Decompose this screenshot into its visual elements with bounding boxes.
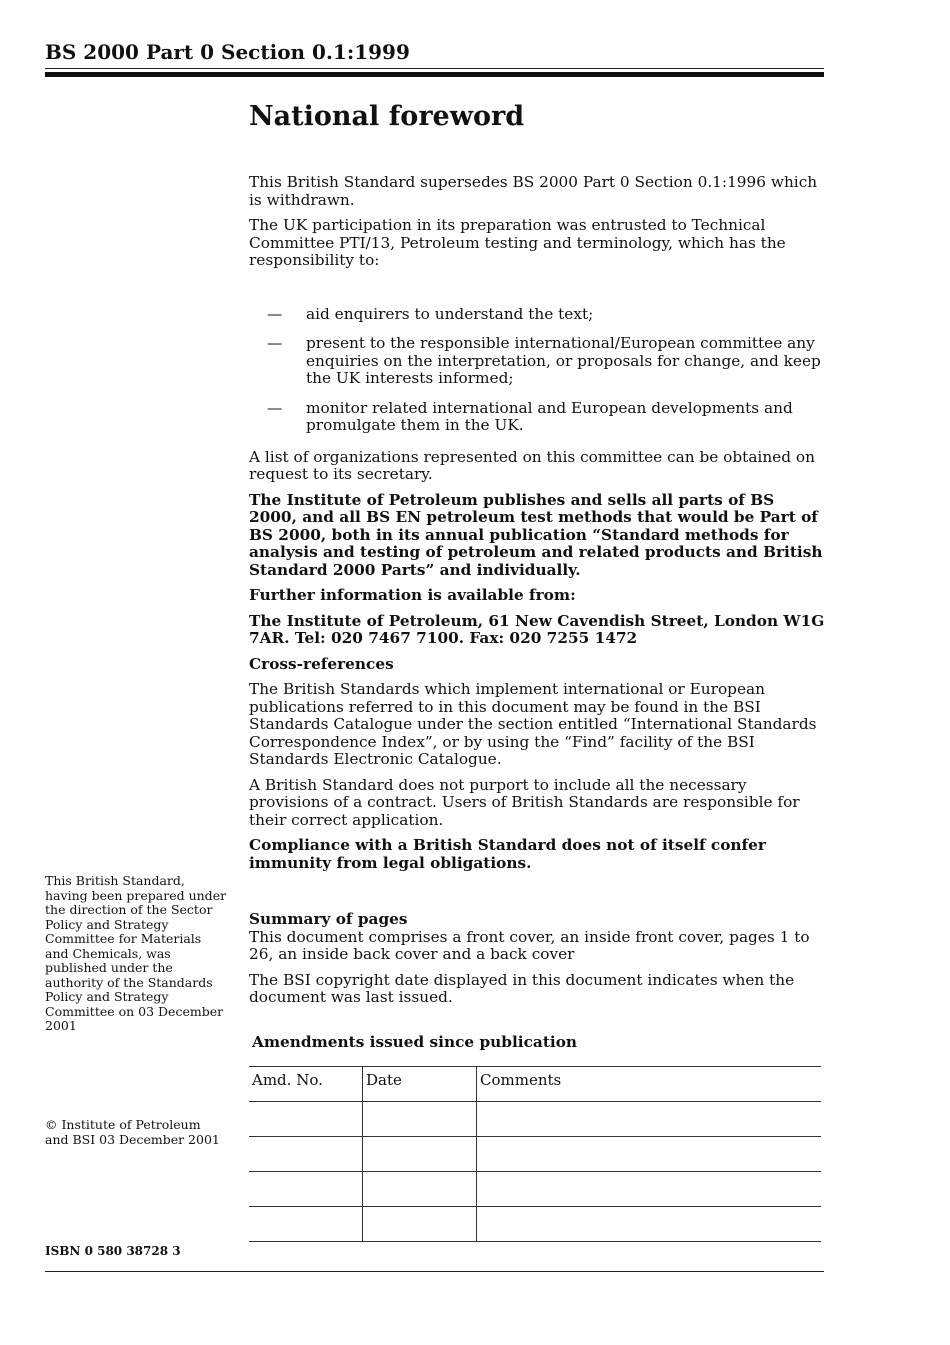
list-item [249,335,825,388]
institute-publication-paragraph: The Institute of Petroleum publishes and sells all parts of BS 2000, and all BS EN petroleum test methods that would be Part of BS 2000, both in its annual publication “Standard methods for analysis and testing of petroleum and related products and British Standard 2000 Parts” and individually. [249,490,823,579]
column-header-comments: Comments [477,1067,822,1102]
copyright-date-note: The BSI copyright date displayed in this document indicates when the document was last issued. [249,970,795,1006]
column-header-amd-no: Amd. No. [249,1067,363,1102]
publication-note: This British Standard, having been prepared under the direction of the Sector Policy and Strategy Committee for Materials and Chemicals, was published under the authority of the Standards Policy and Strategy Committee on 03 December 2001 [45,873,227,1033]
table-cell [249,1207,363,1242]
table-cell [363,1207,477,1242]
cross-references-paragraph: The British Standards which implement international or European publications referred to in this document may be found in the BSI Standards Catalogue under the section entitled “International Standards Correspondence Index”, or by using the “Find” facility of the BSI Standards Electronic Catalogue. [249,680,817,768]
organizations-paragraph: A list of organizations represented on this committee can be obtained on request to its secretary. [249,447,815,483]
responsibility-list [249,306,825,435]
column-header-date: Date [363,1067,477,1102]
list-dash: — [267,334,283,352]
amendments-title: Amendments issued since publication [252,1033,578,1051]
list-item [249,400,825,435]
institute-address: The Institute of Petroleum, 61 New Cavendish Street, London W1G 7AR. Tel: 020 7467 7100. Fax: 020 7255 1472 [249,611,825,647]
table-row [249,1207,821,1242]
list-item [249,306,825,324]
header-rule-thin [45,68,824,69]
summary-heading: Summary of pages [249,910,408,928]
table-header-row [249,1067,821,1102]
page-title: National foreword [249,101,525,132]
table-row [249,1137,821,1172]
further-info-label: Further information is available from: [249,586,576,604]
supersedes-paragraph: This British Standard supersedes BS 2000 Part 0 Section 0.1:1996 which is withdrawn. [249,173,818,209]
document-header-title: BS 2000 Part 0 Section 0.1:1999 [45,40,410,64]
table-cell [363,1137,477,1172]
table-cell [363,1102,477,1137]
cross-references-heading: Cross-references [249,654,394,673]
header-rule-thick [45,72,824,77]
table-cell [249,1137,363,1172]
footer-rule [45,1271,824,1272]
compliance-paragraph: Compliance with a British Standard does not of itself confer immunity from legal obligations. [249,836,766,872]
table-row [249,1172,821,1207]
list-item-text: present to the responsible international/European committee any enquiries on the interpretation, or proposals for change, and keep the UK interests informed; [306,334,821,387]
list-dash: — [267,304,283,323]
amendments-table [249,1066,821,1242]
table-cell [249,1172,363,1207]
contract-paragraph: A British Standard does not purport to include all the necessary provisions of a contract. Users of British Standards are responsible for their correct application. [249,775,800,829]
table-cell [249,1102,363,1137]
table-cell [363,1172,477,1207]
list-dash: — [267,398,283,417]
isbn: ISBN 0 580 38728 3 [45,1244,181,1258]
summary-of-pages [249,911,825,1007]
summary-text: This document comprises a front cover, an inside front cover, pages 1 to 26, an inside back cover and a back cover [249,927,810,963]
table-cell [477,1137,822,1172]
table-row [249,1102,821,1137]
table-cell [477,1207,822,1242]
list-item-text: aid enquirers to understand the text; [306,304,594,323]
table-cell [477,1172,822,1207]
list-item-text: monitor related international and European developments and promulgate them in the UK. [306,398,793,434]
copyright-note: © Institute of Petroleum and BSI 03 December 2001 [45,1117,220,1147]
table-cell [477,1102,822,1137]
committee-paragraph: The UK participation in its preparation was entrusted to Technical Committee PTI/13, Petroleum testing and terminology, which has the responsibility to: [249,216,786,269]
main-content [249,100,825,1015]
